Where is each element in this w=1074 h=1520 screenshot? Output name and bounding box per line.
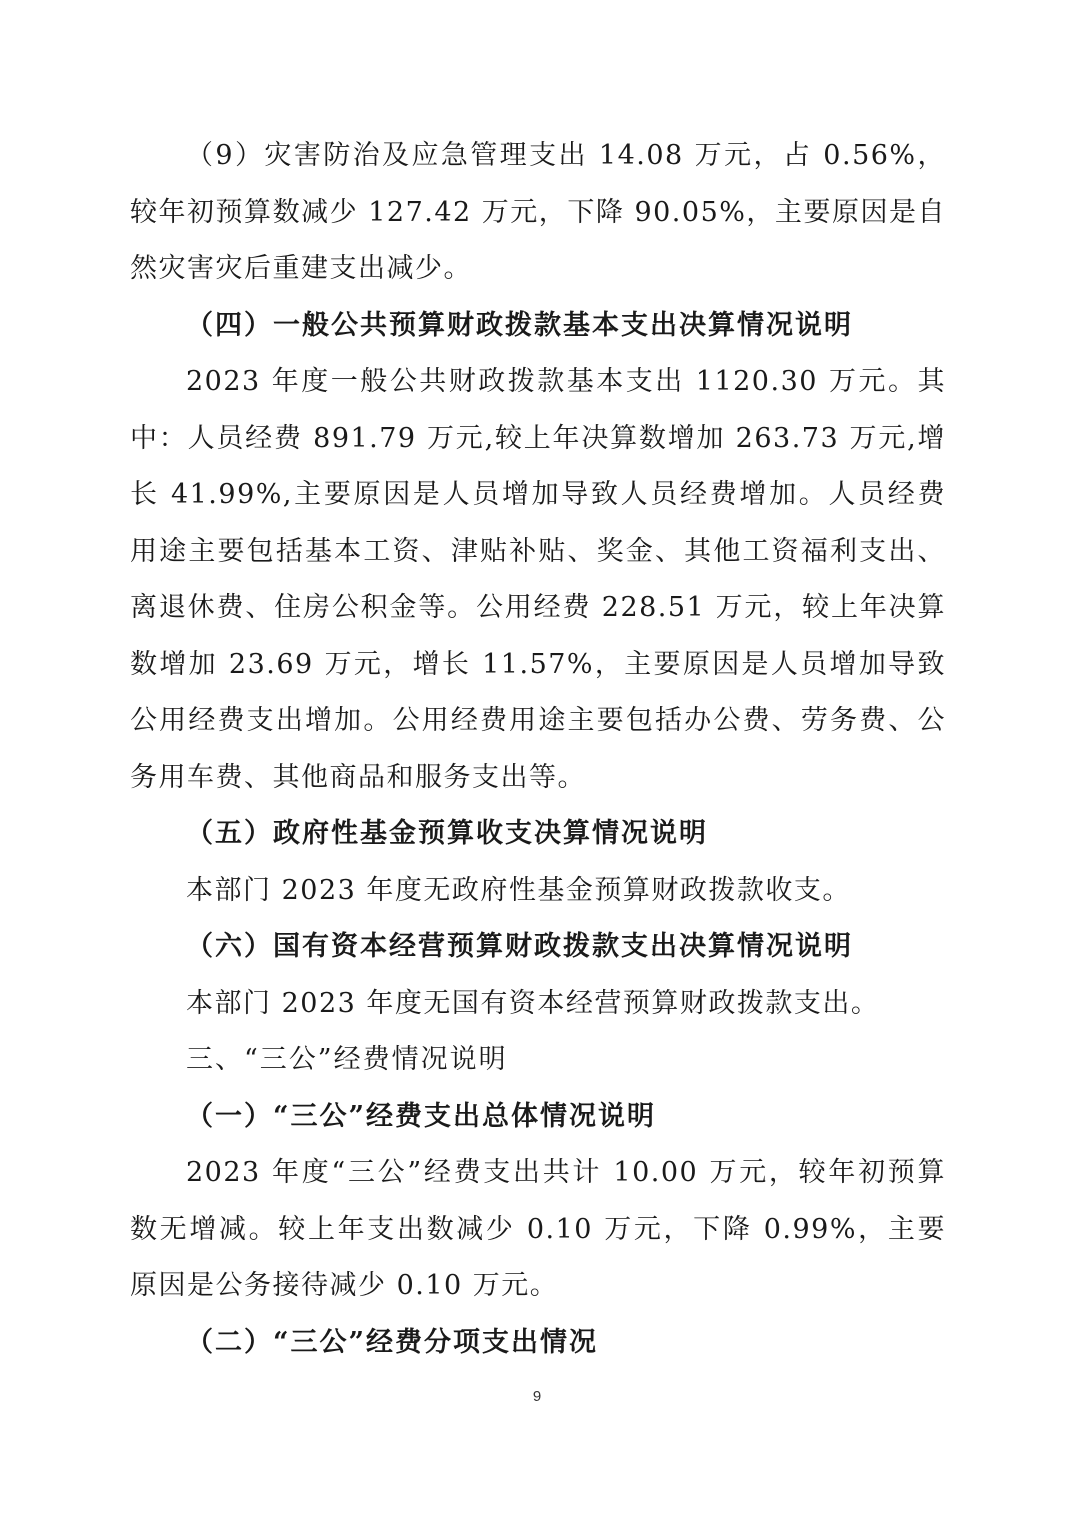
heading-government-fund: （五）政府性基金预算收支决算情况说明 xyxy=(186,818,708,849)
paragraph-government-fund: 本部门 2023 年度无政府性基金预算财政拨款收支。 xyxy=(186,874,851,906)
paragraph-basic-expenditure: 2023 年度一般公共财政拨款基本支出 1120.30 万元。其中：人员经费 891.79 万元,较上年决算数增加 263.73 万元,增长 41.99%,主要原因是人员增加导致人员经费增加。人员经费用途主要包括基本工资、津贴补贴、奖金、其他工资福利支出、离退休费、住房公积金等。公用经费 228.51 万元，较上年决算数增加 23.69 万元，增长 11.57%，主要原因是人员增加导致公用经费支出增加。公用经费用途主要包括办公费、劳务费、公务用车费、其他商品和服务支出等。 xyxy=(130,366,946,793)
paragraph-three-public-overall: 2023 年度“三公”经费支出共计 10.00 万元，较年初预算数无增减。较上年支出数减少 0.10 万元，下降 0.99%，主要原因是公务接待减少 0.10 万元。 xyxy=(130,1157,946,1301)
paragraph-disaster-prevention: （9）灾害防治及应急管理支出 14.08 万元，占 0.56%，较年初预算数减少 127.42 万元，下降 90.05%，主要原因是自然灾害灾后重建支出减少。 xyxy=(130,140,946,284)
section-three-public-expenses: 三、“三公”经费情况说明 xyxy=(186,1044,508,1075)
heading-three-public-overall: （一）“三公”经费支出总体情况说明 xyxy=(186,1100,657,1132)
document-body xyxy=(130,128,946,1371)
paragraph-state-capital: 本部门 2023 年度无国有资本经营预算财政拨款支出。 xyxy=(186,987,880,1019)
page-number: 9 xyxy=(532,1388,542,1405)
heading-basic-expenditure: （四）一般公共预算财政拨款基本支出决算情况说明 xyxy=(186,309,853,341)
heading-state-capital: （六）国有资本经营预算财政拨款支出决算情况说明 xyxy=(186,931,853,962)
heading-three-public-itemized: （二）“三公”经费分项支出情况 xyxy=(186,1326,599,1358)
